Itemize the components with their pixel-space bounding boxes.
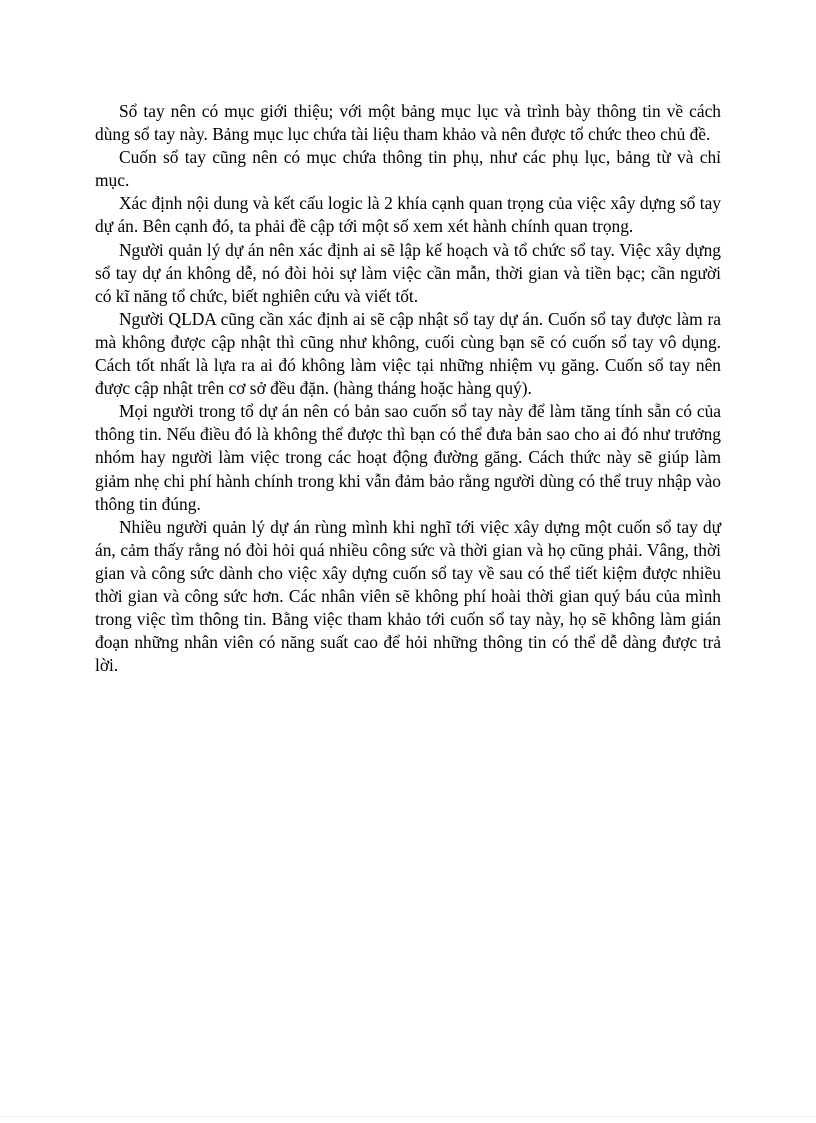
paragraph-who-updates: Người QLDA cũng cần xác định ai sẽ cập nhật sổ tay dự án. Cuốn sổ tay được làm ra mà không được cập nhật thì cũng như không, cuối cùng bạn sẽ có cuốn sổ tay vô dụng. Cách tốt nhất là lựa ra ai đó không làm việc tại những nhiệm vụ găng. Cuốn sổ tay nên được cập nhật trên cơ sở đều đặn. (hàng tháng hoặc hàng quý). bbox=[95, 308, 721, 399]
paragraph-who-plans: Người quản lý dự án nên xác định ai sẽ lập kế hoạch và tổ chức sổ tay. Việc xây dựng sổ tay dự án không dễ, nó đòi hỏi sự làm việc cần mẫn, thời gian và tiền bạc; cần người có kĩ năng tổ chức, biết nghiên cứu và viết tốt. bbox=[95, 239, 721, 306]
page-bottom-divider bbox=[0, 1116, 816, 1117]
paragraph-effort-benefits: Nhiều người quản lý dự án rùng mình khi nghĩ tới việc xây dựng một cuốn sổ tay dự án, cảm thấy rằng nó đòi hỏi quá nhiều công sức và thời gian và họ cũng phải. Vâng, thời gian và công sức dành cho việc xây dựng cuốn sổ tay về sau có thể tiết kiệm được nhiều thời gian và công sức hơn. Các nhân viên sẽ không phí hoài thời gian quý báu của mình trong việc tìm thông tin. Bằng việc tham khảo tới cuốn sổ tay này, họ sẽ không làm gián đoạn những nhân viên có năng suất cao để hỏi những thông tin có thể dễ dàng được trả lời. bbox=[95, 516, 721, 676]
paragraph-copies-distribution: Mọi người trong tổ dự án nên có bản sao cuốn sổ tay này để làm tăng tính sẵn có của thông tin. Nếu điều đó là không thể được thì bạn có thể đưa bản sao cho ai đó như trưởng nhóm hay người làm việc trong các hoạt động đường găng. Cách thức này sẽ giúp làm giảm nhẹ chi phí hành chính trong khi vẫn đảm bảo rằng người dùng có thể truy nhập vào thông tin đúng. bbox=[95, 401, 721, 514]
paragraph-handbook-introduction: Sổ tay nên có mục giới thiệu; với một bảng mục lục và trình bày thông tin về cách dùng sổ tay này. Bảng mục lục chứa tài liệu tham khảo và nên được tổ chức theo chủ đề. bbox=[95, 101, 721, 145]
document-body bbox=[95, 100, 721, 677]
paragraph-supplementary-info: Cuốn sổ tay cũng nên có mục chứa thông tin phụ, như các phụ lục, bảng từ và chỉ mục. bbox=[95, 147, 721, 191]
paragraph-content-structure: Xác định nội dung và kết cấu logic là 2 khía cạnh quan trọng của việc xây dựng sổ tay dự án. Bên cạnh đó, ta phải đề cập tới một số xem xét hành chính quan trọng. bbox=[95, 193, 721, 237]
